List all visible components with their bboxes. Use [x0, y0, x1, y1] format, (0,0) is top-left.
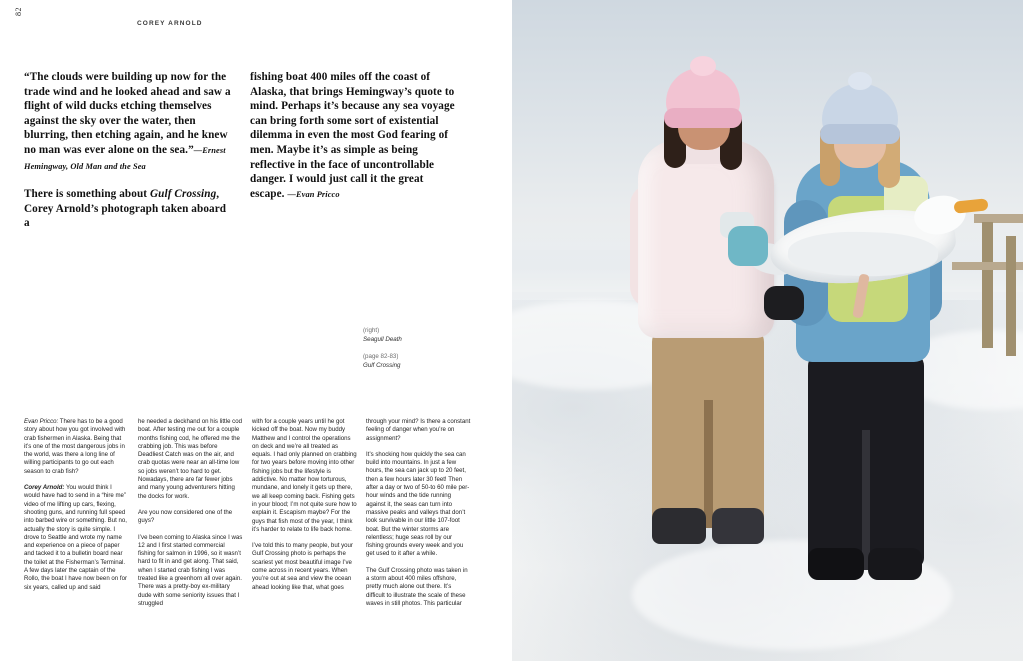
child-right-glove	[764, 286, 804, 320]
interview-answer: It’s shocking how quickly the sea can build into mountains. In just a few hours, the sea can jack up to 20 feet, then a few hours later 30 feet! Then after a day or two of 50-to 60 mile per-hour winds and the tide running against it, the seas can turn into massive peaks and valleys that don’t look survivable in our little 107-foot boat. But the winter storms are relentless; huge seas roll by our fishing grounds every week and you get used to it after a while.	[366, 450, 470, 558]
interview-answer: with for a couple years until he got kicked off the boat. Now my buddy Matthew and I control the operations on deck and we’re all treated as equals. I had only planned on crabbing for two years before moving into other fishing jobs but the lifestyle is addictive. No matter how torturous, mundane, and lonely it gets up there, we all keep coming back. Fishing gets in your blood; I’m not quite sure how to explain it. Escapism maybe? For the guys that fish most of the year, I think it’s harder to relate to life back home.	[252, 418, 357, 533]
pullquote-attribution: —Ernest Hemingway, Old Man and the Sea	[24, 145, 226, 171]
child-left-hat-band	[664, 108, 742, 128]
caption-title: Gulf Crossing	[363, 361, 401, 369]
interview-column-3	[252, 418, 357, 616]
interview-answer: I’ve been coming to Alaska since I was 12 and I first started commercial fishing for salmon in 1996, so it wasn’t hard to fit in and get along. That said, when I started crab fishing I was treated like a greenhorn all over again. There was a pretty-boy ex-military dude with some seniority issues that I struggled	[138, 533, 243, 607]
child-right-boot	[868, 548, 922, 580]
railing-post	[982, 222, 993, 348]
child-left-boot	[712, 508, 764, 544]
child-right-hat-pompom	[848, 72, 872, 90]
running-head: COREY ARNOLD	[137, 20, 203, 27]
photograph-seagull-death	[512, 0, 1023, 661]
caption-label: (right)	[363, 327, 380, 334]
caption-title: Seagull Death	[363, 335, 402, 343]
caption-label: (page 82-83)	[363, 353, 399, 360]
child-right-hat-band	[820, 124, 900, 144]
child-left-legs-gap	[704, 400, 713, 528]
intro-column-left	[24, 70, 232, 231]
interview-column-4	[366, 418, 471, 616]
child-left-boot	[652, 508, 706, 544]
interview-answer: Corey Arnold: You would think I would have had to send in a “hire me” video of me lifting up cars, flexing, shooting guns, and running full speed into barbed wire or something. But no, actually the story is quite simple. I drove to Seattle and wrote my name and experience on a piece of paper and tacked it to a bulletin board near the toilet at the Fisherman’s Terminal. A few days later the captain of the Rollo, the boat I have now been on for six years, called up and said	[24, 484, 127, 591]
pullquote-left: “The clouds were building up now for the trade wind and he looked ahead and saw a flight of wild ducks etching themselves against the sky over the water, then blurring, then etching again, and he knew no man was ever alone on the sea.”—Ernest Hemingway, Old Man and the Sea	[24, 71, 231, 171]
interview-answer: he needed a deckhand on his little cod boat. After testing me out for a couple months fishing cod, he offered me the crabbing job. This was before Deadliest Catch was on the air, and crab quotas were near an all-time low so jobs weren’t too hard to get. Nowadays, there are far fewer jobs and many young adventurers hitting the docks for work.	[138, 418, 243, 500]
interview-question: Are you now considered one of the guys?	[138, 508, 233, 525]
railing-post	[1006, 236, 1016, 356]
pullquote-right: fishing boat 400 miles off the coast of Alaska, that brings Hemingway’s quote to mind. Perhaps it’s because any sea voyage can bring forth some sort of existential dilemma in even the most God fearing of men. Maybe it’s as simple as being reflective in the face of uncontrollable danger. I would just call it the great escape. —Evan Pricco	[250, 71, 455, 200]
deck-left: There is something about Gulf Crossing, Corey Arnold’s photograph taken aboard a	[24, 188, 227, 230]
child-left-mitten	[728, 226, 768, 266]
caption-gulf-crossing	[363, 353, 400, 370]
child-right-legs-gap	[862, 430, 870, 570]
interview-column-1	[24, 418, 129, 616]
interview-question: Evan Pricco: There has to be a good story about how you got involved with crab fishermen in Alaska. Being that it’s one of the most dangerous jobs in the world, was there a long line of willing participants to go out each season to crab fish?	[24, 418, 126, 475]
caption-seagull-death	[363, 327, 402, 344]
interview-columns	[24, 418, 479, 616]
intro-byline: —Evan Pricco	[287, 189, 340, 199]
child-left-hat-pompom	[690, 56, 716, 76]
intro-block	[24, 70, 479, 231]
interview-question: through your mind? Is there a constant feeling of danger when you’re on assignment?	[366, 418, 471, 442]
intro-column-right	[250, 70, 458, 231]
page-number: 82	[14, 7, 23, 16]
interview-column-2	[138, 418, 243, 616]
interview-answer: The Gulf Crossing photo was taken in a storm about 400 miles offshore, pretty much alone out there. It’s difficult to illustrate the scale of these waves in still photos. This particular	[366, 566, 468, 607]
interview-question: I’ve told this to many people, but your Gulf Crossing photo is perhaps the scariest yet most beautiful image I’ve come across in recent years. When you’re out at sea and view the ocean ahead looking like that, what goes	[252, 542, 353, 591]
child-right-boot	[808, 548, 864, 580]
